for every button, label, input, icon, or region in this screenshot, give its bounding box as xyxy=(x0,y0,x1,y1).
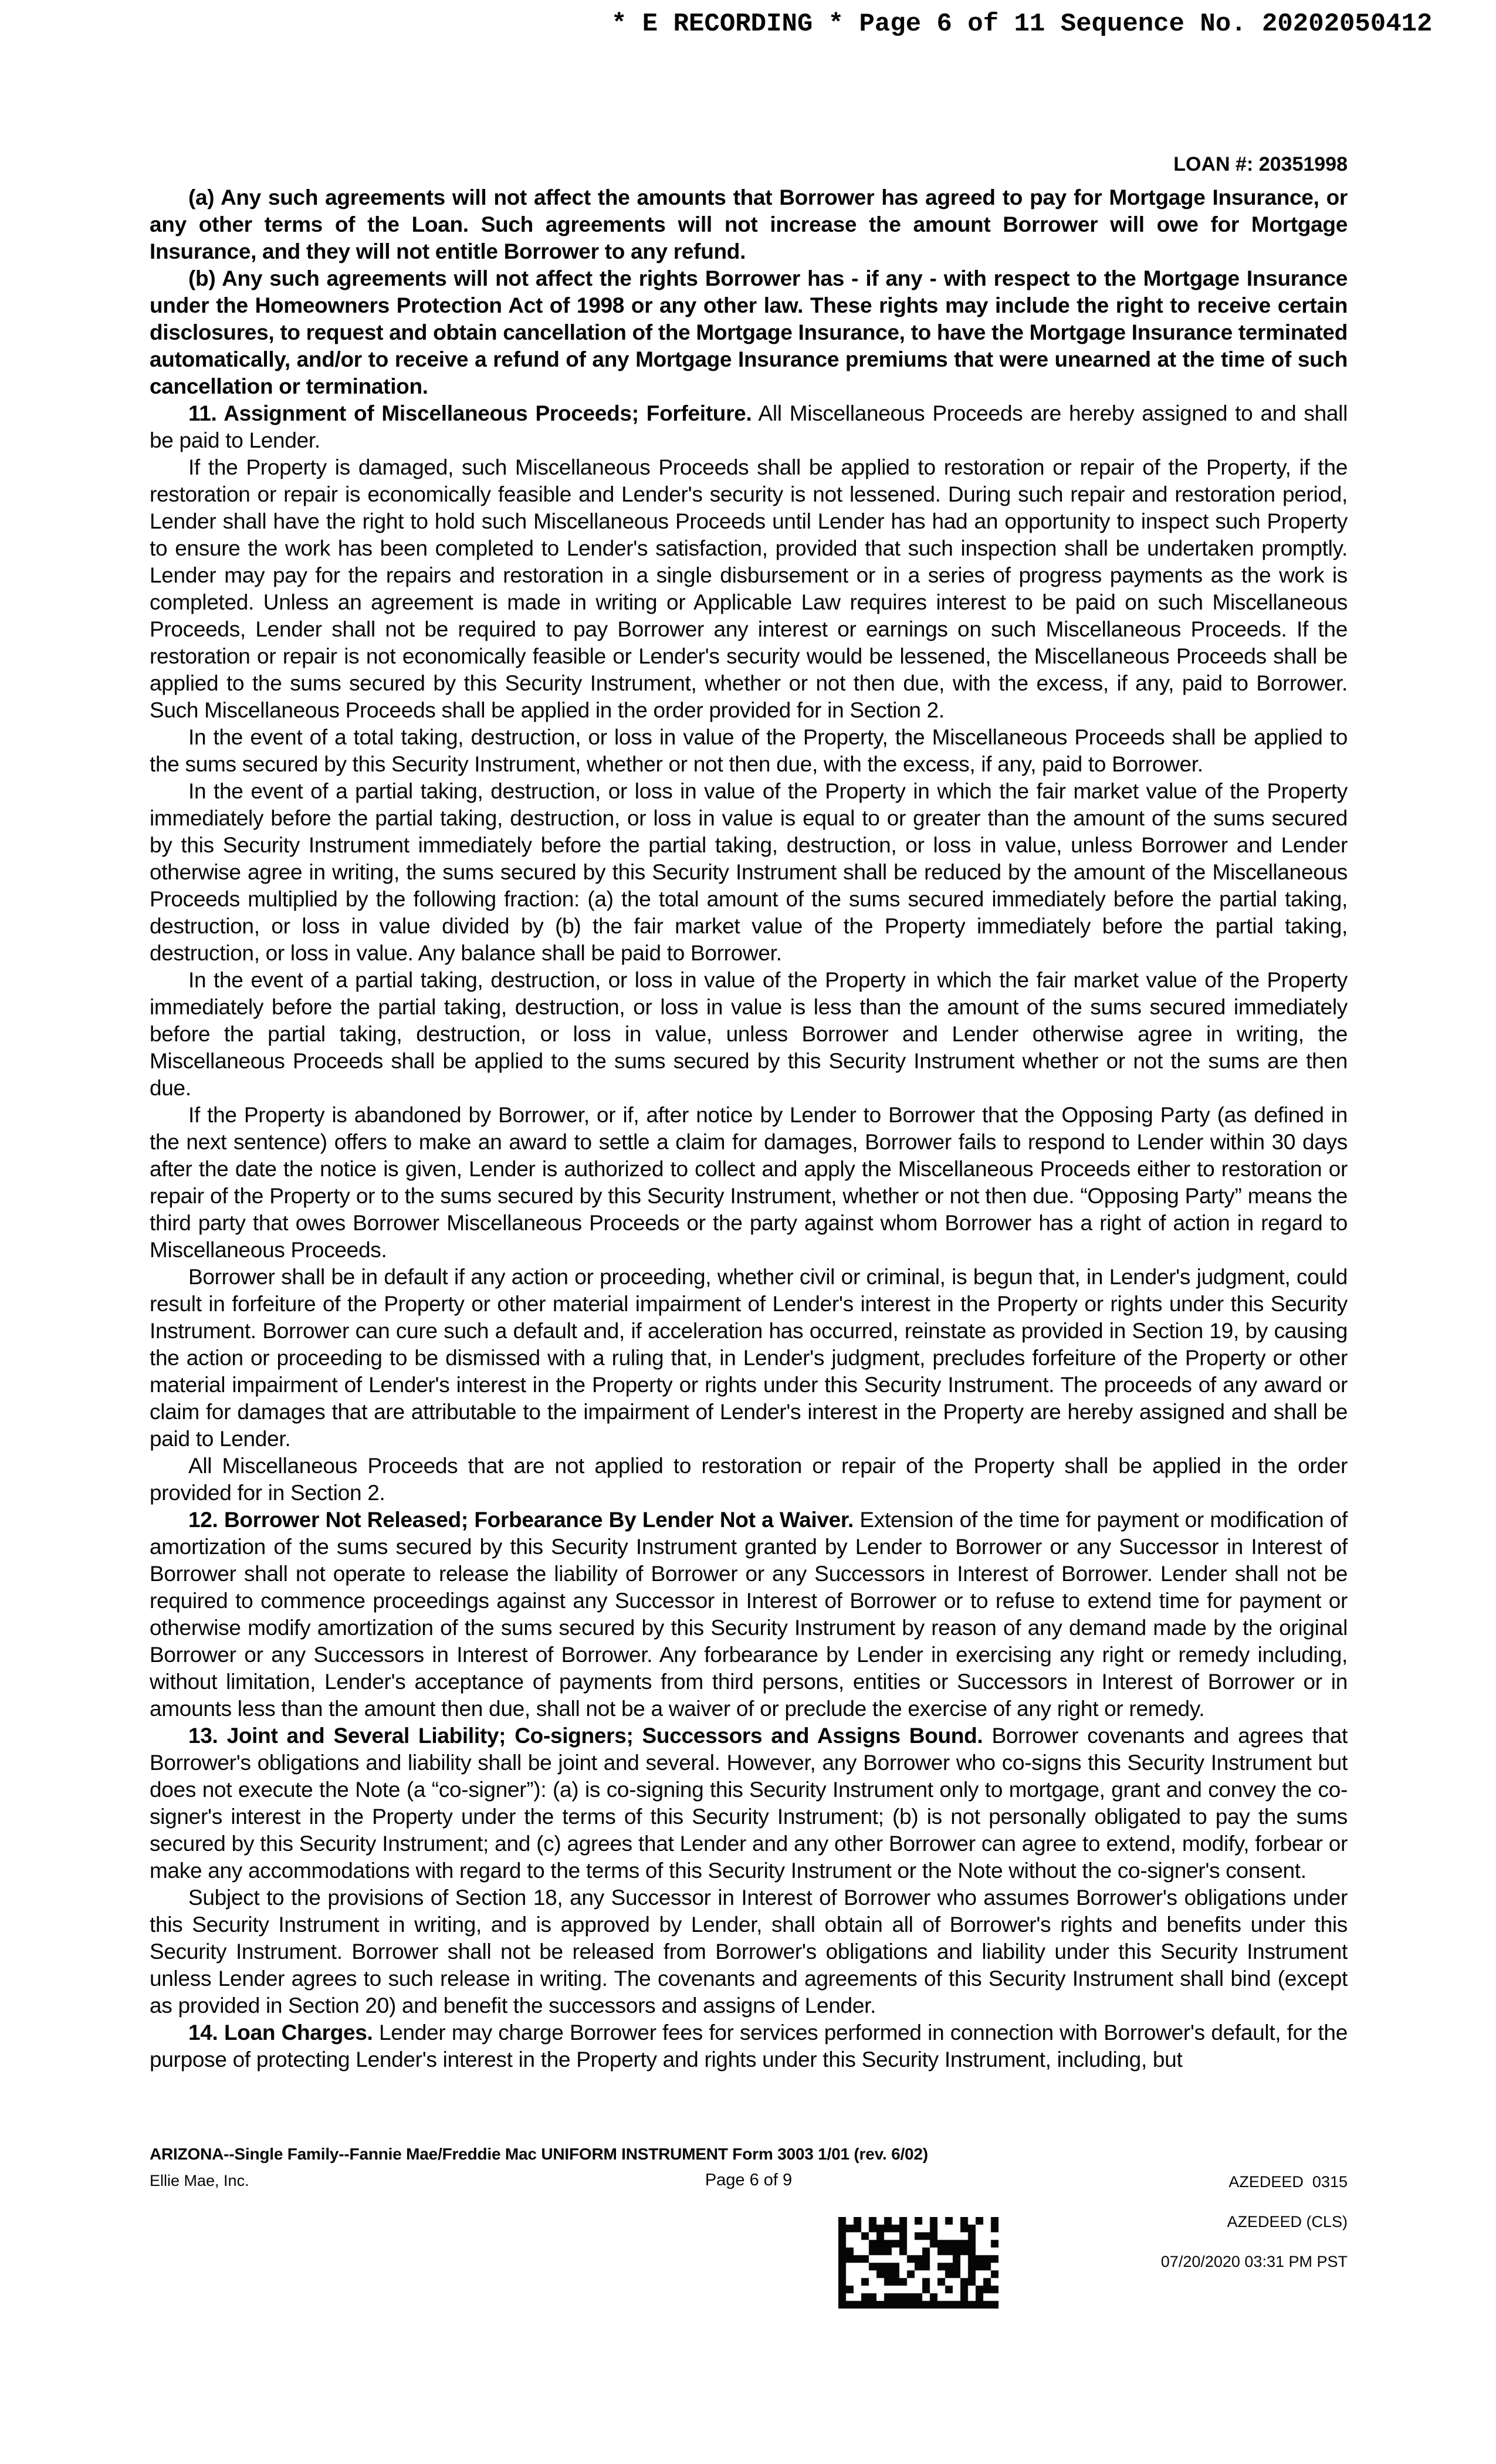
paragraph xyxy=(150,1102,1348,1264)
footer-timestamp: 07/20/2020 03:31 PM PST xyxy=(1160,2253,1348,2270)
section-11-paragraph xyxy=(150,400,1348,454)
paragraph-text: If the Property is abandoned by Borrower, or if, after notice by Lender to Borrower that the Opposing Party (as defined in the next sentence) offers to make an award to settle a claim for damages, Borrower fails to respond to Lender within 30 days after the date the notice is given, Lender is authorized to collect and apply the Miscellaneous Proceeds either to restoration or repair of the Property or to the sums secured by this Security Instrument, whether or not then due. “Opposing Party” means the third party that owes Borrower Miscellaneous Proceeds or the party against whom Borrower has a right of action in regard to Miscellaneous Proceeds. xyxy=(150,1103,1348,1262)
paragraph xyxy=(150,1884,1348,2019)
paragraph xyxy=(150,454,1348,724)
paragraph-text: Subject to the provisions of Section 18, any Successor in Interest of Borrower who assumes Borrower's obligations under this Security Instrument in writing, and is approved by Lender, shall obtain all of Borrower's rights and benefits under this Security Instrument. Borrower shall not be released from Borrower's obligations and liability under this Security Instrument unless Lender agrees to such release in writing. The covenants and agreements of this Security Instrument shall bind (except as provided in Section 20) and benefit the successors and assigns of Lender. xyxy=(150,1886,1348,2018)
paragraph-b xyxy=(150,265,1348,400)
footer-form-line: ARIZONA--Single Family--Fannie Mae/Freddie Mac UNIFORM INSTRUMENT Form 3003 1/01 (rev. 6/02) xyxy=(150,2145,928,2163)
footer-vendor: Ellie Mae, Inc. xyxy=(150,2172,249,2189)
document-body xyxy=(150,153,1348,2073)
paragraph-text: Borrower shall be in default if any action or proceeding, whether civil or criminal, is begun that, in Lender's judgment, could result in forfeiture of the Property or other material impairment of Lender's interest in the Property or rights under this Security Instrument. Borrower can cure such a default and, if acceleration has occurred, reinstate as provided in Section 19, by causing the action or proceeding to be dismissed with a ruling that, in Lender's judgment, precludes forfeiture of the Property or other material impairment of Lender's interest in the Property or rights under this Security Instrument. The proceeds of any award or claim for damages that are attributable to the impairment of Lender's interest in the Property are hereby assigned and shall be paid to Lender. xyxy=(150,1265,1348,1451)
paragraph-text: All Miscellaneous Proceeds that are not applied to restoration or repair of the Property shall be applied in the order provided for in Section 2. xyxy=(150,1454,1348,1505)
paragraph-text: (b) Any such agreements will not affect the rights Borrower has - if any - with respect to the Mortgage Insurance under the Homeowners Protection Act of 1998 or any other law. These rights may include the right to receive certain disclosures, to request and obtain cancellation of the Mortgage Insurance, to have the Mortgage Insurance terminated automatically, and/or to receive a refund of any Mortgage Insurance premiums that were unearned at the time of such cancellation or termination. xyxy=(150,266,1348,398)
section-13-heading: 13. Joint and Several Liability; Co-signers; Successors and Assigns Bound. xyxy=(188,1724,983,1748)
footer-page-number: Page 6 of 9 xyxy=(705,2171,793,2189)
paragraph xyxy=(150,967,1348,1102)
paragraph-text: In the event of a total taking, destruction, or loss in value of the Property, the Miscellaneous Proceeds shall be applied to the sums secured by this Security Instrument, whether or not then due, with the excess, if any, paid to Borrower. xyxy=(150,725,1348,776)
section-14-heading: 14. Loan Charges. xyxy=(188,2020,373,2045)
paragraph-text: (a) Any such agreements will not affect the amounts that Borrower has agreed to pay for Mortgage Insurance, or any other terms of the Loan. Such agreements will not increase the amount Borrower will owe for Mortgage Insurance, and they will not entitle Borrower to any refund. xyxy=(150,185,1348,263)
paragraph-text: If the Property is damaged, such Miscellaneous Proceeds shall be applied to restoration or repair of the Property, if the restoration or repair is economically feasible and Lender's security is not lessened. During such repair and restoration period, Lender shall have the right to hold such Miscellaneous Proceeds until Lender has had an opportunity to inspect such Property to ensure the work has been completed to Lender's satisfaction, provided that such inspection shall be undertaken promptly. Lender may pay for the repairs and restoration in a single disbursement or in a series of progress payments as the work is completed. Unless an agreement is made in writing or Applicable Law requires interest to be paid on such Miscellaneous Proceeds, Lender shall not be required to pay Borrower any interest or earnings on such Miscellaneous Proceeds. If the restoration or repair is not economically feasible or Lender's security would be lessened, the Miscellaneous Proceeds shall be applied to the sums secured by this Security Instrument, whether or not then due, with the excess, if any, paid to Borrower. Such Miscellaneous Proceeds shall be applied in the order provided for in Section 2. xyxy=(150,455,1348,722)
section-12-heading: 12. Borrower Not Released; Forbearance By Lender Not a Waiver. xyxy=(188,1508,854,1532)
e-recording-stamp: * E RECORDING * Page 6 of 11 Sequence No. 20202050412 xyxy=(611,9,1433,39)
loan-number: LOAN #: 20351998 xyxy=(1173,153,1348,175)
paragraph-a xyxy=(150,184,1348,265)
section-12-paragraph xyxy=(150,1507,1348,1722)
section-14-paragraph xyxy=(150,2019,1348,2073)
paragraph xyxy=(150,778,1348,967)
paragraph xyxy=(150,1264,1348,1453)
datamatrix-barcode xyxy=(838,2217,999,2309)
paragraph-text: Extension of the time for payment or modification of amortization of the sums secured by this Security Instrument granted by Lender to Borrower or any Successor in Interest of Borrower shall not operate to release the liability of Borrower or any Successors in Interest of Borrower. Lender shall not be required to commence proceedings against any Successor in Interest of Borrower or to refuse to extend time for payment or otherwise modify amortization of the sums secured by this Security Instrument by reason of any demand made by the original Borrower or any Successors in Interest of Borrower. Any forbearance by Lender in exercising any right or remedy including, without limitation, Lender's acceptance of payments from third persons, entities or Successors in Interest of Borrower or in amounts less than the amount then due, shall not be a waiver of or preclude the exercise of any right or remedy. xyxy=(150,1508,1348,1721)
section-11-heading: 11. Assignment of Miscellaneous Proceeds; Forfeiture. xyxy=(188,401,752,425)
paragraph xyxy=(150,724,1348,778)
paragraph-text: Lender may charge Borrower fees for services performed in connection with Borrower's default, for the purpose of protecting Lender's interest in the Property and rights under this Security Instrument, including, but xyxy=(150,2020,1348,2072)
footer-doc-code-cls: AZEDEED (CLS) xyxy=(1227,2213,1348,2231)
footer-doc-codes xyxy=(150,2172,1348,2272)
paragraph-text: In the event of a partial taking, destruction, or loss in value of the Property in which the fair market value of the Property immediately before the partial taking, destruction, or loss in value is less than the amount of the sums secured immediately before the partial taking, destruction, or loss in value, unless Borrower and Lender otherwise agree in writing, the Miscellaneous Proceeds shall be applied to the sums secured by this Security Instrument whether or not the sums are then due. xyxy=(150,968,1348,1100)
paragraph-text: In the event of a partial taking, destruction, or loss in value of the Property in which the fair market value of the Property immediately before the partial taking, destruction, or loss in value is equal to or greater than the amount of the sums secured by this Security Instrument immediately before the partial taking, destruction, or loss in value, unless Borrower and Lender otherwise agree in writing, the sums secured by this Security Instrument shall be reduced by the amount of the Miscellaneous Proceeds multiplied by the following fraction: (a) the total amount of the sums secured immediately before the partial taking, destruction, or loss in value divided by (b) the fair market value of the Property immediately before the partial taking, destruction, or loss in value. Any balance shall be paid to Borrower. xyxy=(150,779,1348,965)
footer-doc-code: AZEDEED 0315 xyxy=(1228,2173,1348,2191)
paragraph-text: Borrower covenants and agrees that Borrower's obligations and liability shall be joint and several. However, any Borrower who co-signs this Security Instrument but does not execute the Note (a “co-signer”): (a) is co-signing this Security Instrument only to mortgage, grant and convey the co-signer's interest in the Property under the terms of this Security Instrument; (b) is not personally obligated to pay the sums secured by this Security Instrument; and (c) agrees that Lender and any other Borrower can agree to extend, modify, forbear or make any accommodations with regard to the terms of this Security Instrument or the Note without the co-signer's consent. xyxy=(150,1724,1348,1883)
paragraph xyxy=(150,1453,1348,1507)
paragraph-text: All Miscellaneous Proceeds are hereby assigned to and shall be paid to Lender. xyxy=(150,401,1348,452)
section-13-paragraph xyxy=(150,1722,1348,1884)
